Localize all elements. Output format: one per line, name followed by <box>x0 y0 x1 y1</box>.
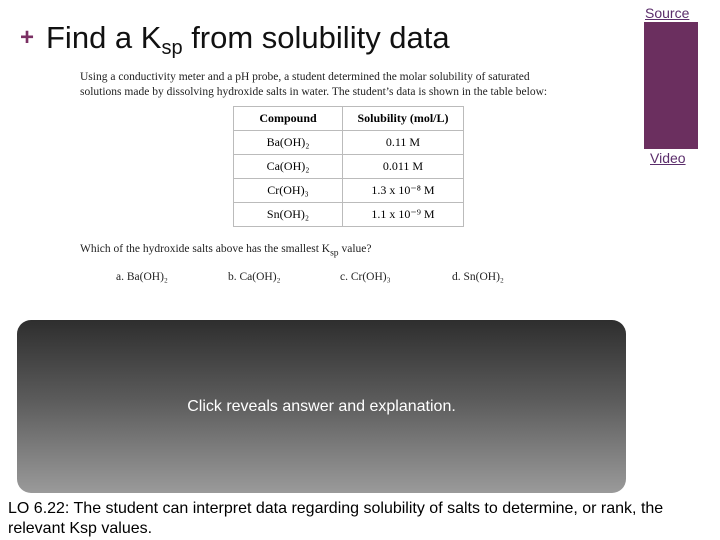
table-header-row <box>234 107 464 131</box>
question-subscript: sp <box>330 247 339 259</box>
question-end: value? <box>338 243 372 255</box>
compound-cell: Ca(OH)₂ <box>234 155 343 179</box>
solubility-cell: 1.1 x 10⁻⁹ M <box>343 203 464 227</box>
header-solubility: Solubility (mol/L) <box>343 107 464 131</box>
compound-cell: Cr(OH)₃ <box>234 179 343 203</box>
table-row <box>234 155 464 179</box>
solubility-cell: 0.011 M <box>343 155 464 179</box>
compound-cell: Ba(OH)₂ <box>234 131 343 155</box>
source-link[interactable]: Source <box>645 5 690 21</box>
video-link[interactable]: Video <box>650 150 686 166</box>
problem-intro-line-1: Using a conductivity meter and a pH probe, a student determined the molar solubility of saturated <box>80 71 530 83</box>
answer-reveal-overlay[interactable] <box>17 320 626 493</box>
bullet-plus-icon: + <box>20 24 35 51</box>
solubility-cell: 1.3 x 10⁻⁸ M <box>343 179 464 203</box>
solubility-cell: 0.11 M <box>343 131 464 155</box>
title-subscript: sp <box>161 37 183 59</box>
title-main: Find a K <box>46 20 162 55</box>
compound-cell: Sn(OH)₂ <box>234 203 343 227</box>
question-main: Which of the hydroxide salts above has the smallest K <box>80 243 331 255</box>
slide-title <box>46 20 450 60</box>
choice-c: c. Cr(OH)₃ <box>340 271 391 283</box>
reveal-text: Click reveals answer and explanation. <box>187 398 456 415</box>
choice-d: d. Sn(OH)₂ <box>452 271 504 283</box>
table-row <box>234 179 464 203</box>
question-text <box>80 243 372 258</box>
problem-intro-line-2: solutions made by dissolving hydroxide salts in water. The student’s data is shown in the table below: <box>80 86 548 98</box>
title-rest: from solubility data <box>182 20 450 55</box>
solubility-table <box>233 106 464 227</box>
header-compound: Compound <box>234 107 343 131</box>
learning-objective: LO 6.22: The student can interpret data regarding solubility of salts to determine, or rank, the relevant Ksp values. <box>8 500 664 537</box>
problem-intro <box>80 70 620 100</box>
side-accent-bar <box>644 22 698 149</box>
table-row <box>234 131 464 155</box>
table-row <box>234 203 464 227</box>
choice-a: a. Ba(OH)₂ <box>116 271 168 283</box>
choice-b: b. Ca(OH)₂ <box>228 271 281 283</box>
